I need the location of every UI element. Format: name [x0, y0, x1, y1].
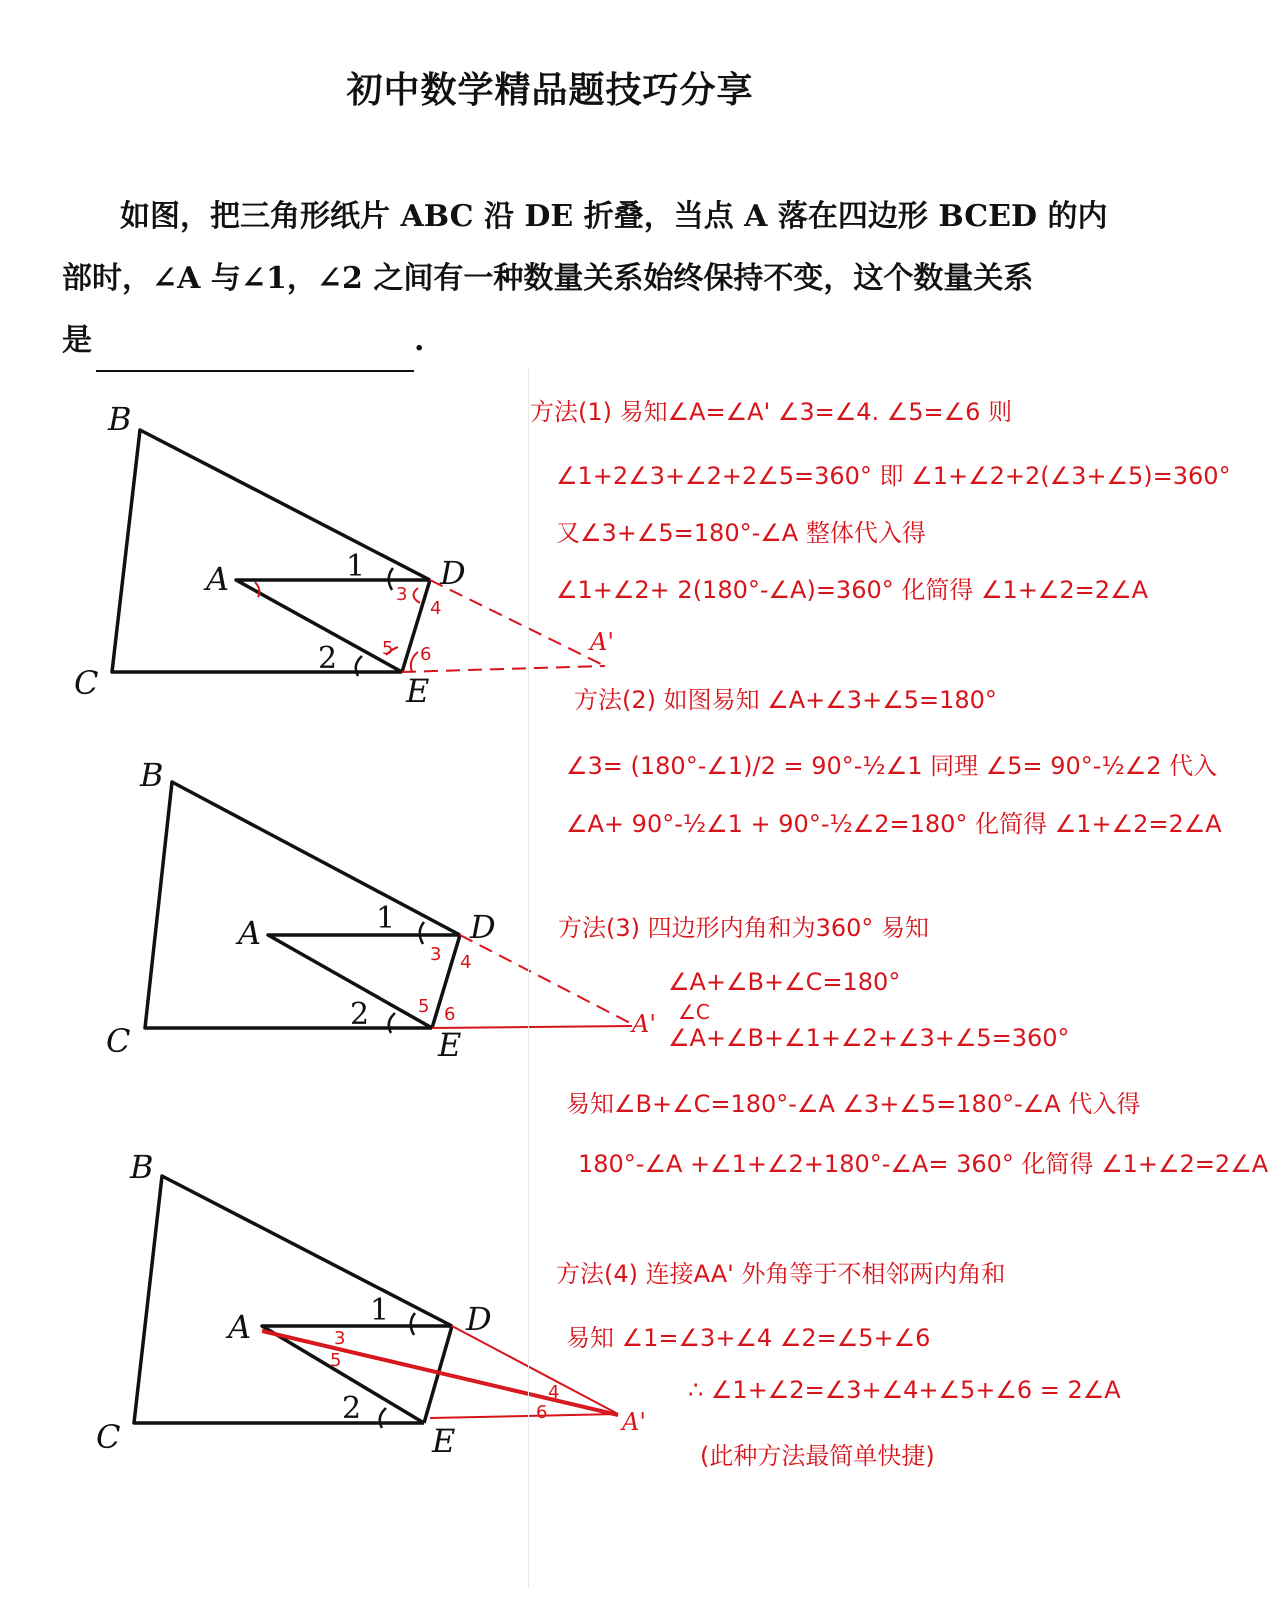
label-D: D — [440, 554, 466, 592]
angle-4: 4 — [460, 952, 472, 973]
method-3-line-1: 方法(3) 四边形内角和为360° 易知 — [558, 914, 930, 942]
method-2-line-2: ∠3= (180°-∠1)/2 = 90°-½∠1 同理 ∠5= 90°-½∠2 代入 — [566, 752, 1218, 780]
label-E: E — [438, 1026, 462, 1064]
problem-line-1: 如图，把三角形纸片 ABC 沿 DE 折叠，当点 A 落在四边形 BCED 的内 — [120, 199, 1108, 234]
label-E: E — [432, 1422, 456, 1460]
label-C: C — [106, 1022, 131, 1060]
angle-5: 5 — [382, 638, 394, 659]
label-D: D — [466, 1300, 492, 1338]
method-2-line-1: 方法(2) 如图易知 ∠A+∠3+∠5=180° — [574, 686, 997, 714]
method-4-line-3: ∴ ∠1+∠2=∠3+∠4+∠5+∠6 = 2∠A — [688, 1376, 1121, 1404]
method-4-line-4: (此种方法最简单快捷) — [700, 1442, 935, 1470]
label-D: D — [470, 908, 496, 946]
method-3-line-3: ∠C — [678, 1000, 710, 1024]
angle-3: 3 — [334, 1328, 346, 1349]
angle-2: 2 — [342, 1391, 362, 1426]
angle-1: 1 — [346, 549, 366, 584]
label-A: A — [206, 560, 230, 598]
problem-line-2: 部时，∠A 与∠1，∠2 之间有一种数量关系始终保持不变，这个数量关系 — [62, 261, 1034, 296]
label-B: B — [130, 1148, 154, 1186]
angle-6: 6 — [536, 1402, 548, 1423]
method-4-line-2: 易知 ∠1=∠3+∠4 ∠2=∠5+∠6 — [566, 1324, 931, 1352]
angle-3: 3 — [396, 584, 408, 605]
problem-line-3: 是 . — [62, 310, 1152, 372]
angle-4: 4 — [548, 1382, 560, 1403]
method-3-line-2: ∠A+∠B+∠C=180° — [668, 968, 901, 996]
angle-2: 2 — [318, 641, 338, 676]
method-1-line-1: 方法(1) 易知∠A=∠A' ∠3=∠4. ∠5=∠6 则 — [530, 398, 1013, 426]
label-A-prime: A' — [632, 1010, 656, 1038]
label-C: C — [96, 1418, 121, 1456]
method-1-line-4: ∠1+∠2+ 2(180°-∠A)=360° 化简得 ∠1+∠2=2∠A — [556, 576, 1148, 604]
label-A: A — [238, 914, 262, 952]
angle-4: 4 — [430, 598, 442, 619]
margin-rule — [528, 368, 529, 1588]
angle-6: 6 — [444, 1004, 456, 1025]
label-B: B — [140, 756, 164, 794]
method-1-line-2: ∠1+2∠3+∠2+2∠5=360° 即 ∠1+∠2+2(∠3+∠5)=360° — [556, 462, 1231, 490]
method-3-line-4: ∠A+∠B+∠1+∠2+∠3+∠5=360° — [668, 1024, 1070, 1052]
angle-6: 6 — [420, 644, 432, 665]
method-3-line-5: 易知∠B+∠C=180°-∠A ∠3+∠5=180°-∠A 代入得 — [566, 1090, 1141, 1118]
label-A-prime: A' — [590, 628, 614, 656]
label-E: E — [406, 672, 430, 710]
angle-2: 2 — [350, 997, 370, 1032]
angle-1: 1 — [370, 1293, 390, 1328]
angle-5: 5 — [418, 996, 430, 1017]
method-1-line-3: 又∠3+∠5=180°-∠A 整体代入得 — [556, 519, 926, 547]
label-C: C — [74, 664, 99, 702]
label-B: B — [108, 400, 132, 438]
angle-5: 5 — [330, 1350, 342, 1371]
method-4-line-1: 方法(4) 连接AA' 外角等于不相邻两内角和 — [556, 1260, 1006, 1288]
page-title: 初中数学精品题技巧分享 — [346, 69, 754, 111]
angle-3: 3 — [430, 944, 442, 965]
angle-1: 1 — [376, 901, 396, 936]
handwritten-solutions — [528, 368, 1268, 1588]
method-2-line-3: ∠A+ 90°-½∠1 + 90°-½∠2=180° 化简得 ∠1+∠2=2∠A — [566, 810, 1222, 838]
label-A-prime: A' — [622, 1408, 646, 1436]
method-3-line-6: 180°-∠A +∠1+∠2+180°-∠A= 360° 化简得 ∠1+∠2=2∠A — [578, 1150, 1268, 1178]
label-A: A — [228, 1308, 252, 1346]
